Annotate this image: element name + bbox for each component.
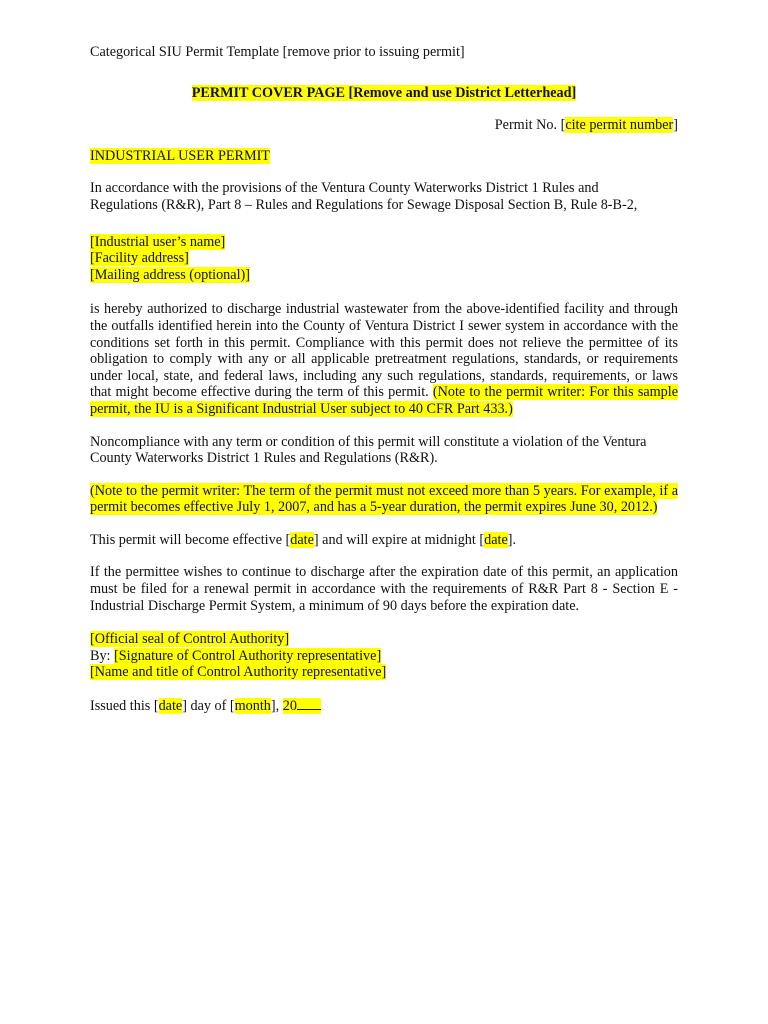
permit-heading-text: INDUSTRIAL USER PERMIT bbox=[90, 147, 270, 164]
template-header-note: Categorical SIU Permit Template [remove prior to issuing permit] bbox=[90, 44, 465, 60]
signature-by-label: By: bbox=[90, 647, 115, 664]
issued-month-field: month bbox=[234, 698, 271, 715]
cover-page-title-text: PERMIT COVER PAGE [Remove and use District Letterhead] bbox=[191, 84, 577, 101]
effective-text-2: ] and will expire at midnight [ bbox=[313, 531, 485, 548]
effective-text-3: ]. bbox=[507, 531, 517, 548]
term-note-text: (Note to the permit writer: The term of the permit must not exceed more than 5 years. For example, if a permit becomes effective July 1, 2007, and has a 5-year duration, the permit expires June 30, 2012.) bbox=[90, 482, 678, 516]
issued-text-2: ] day of [ bbox=[182, 698, 235, 715]
authorization-note: (Note to the permit writer: For this sample permit, the IU is a Significant Industrial User subject to 40 CFR Part 433.) bbox=[90, 384, 679, 417]
signature-by-line bbox=[90, 648, 678, 665]
cover-page-title bbox=[90, 85, 678, 102]
document-page bbox=[90, 44, 678, 715]
address-line-name bbox=[90, 234, 678, 251]
effective-paragraph bbox=[90, 532, 678, 549]
noncompliance-paragraph: Noncompliance with any term or condition of this permit will constitute a violation of the Ventura County Waterworks District 1 Rules and Regulations (R&R). bbox=[90, 433, 647, 467]
permit-number-value: cite permit number bbox=[565, 117, 674, 134]
issued-line bbox=[90, 697, 678, 715]
issued-year-field bbox=[283, 698, 321, 714]
address-line-facility bbox=[90, 250, 678, 267]
name-title-text: [Name and title of Control Authority representative] bbox=[90, 664, 387, 681]
year-blank-underline bbox=[297, 697, 321, 710]
issued-text-1: Issued this [ bbox=[90, 698, 159, 715]
permit-heading bbox=[90, 148, 678, 165]
official-seal-text: [Official seal of Control Authority] bbox=[90, 631, 290, 648]
effective-date-field: date bbox=[290, 531, 314, 548]
permit-number-line bbox=[90, 117, 678, 134]
signature-block bbox=[90, 631, 678, 681]
signature-by-value: [Signature of Control Authority representative] bbox=[114, 647, 382, 664]
renewal-paragraph: If the permittee wishes to continue to discharge after the expiration date of this permit, an application must be filed for a renewal permit in accordance with the requirements of R&R Part 8 - Section E - Industrial Discharge Permit System, a minimum of 90 days before the expiration date. bbox=[90, 564, 678, 614]
address-line-name-text: [Industrial user’s name] bbox=[90, 233, 226, 250]
address-block bbox=[90, 234, 678, 284]
issued-date-field: date bbox=[158, 698, 183, 715]
issued-text-3: ], bbox=[270, 698, 283, 715]
official-seal-line bbox=[90, 631, 678, 648]
address-line-mailing-text: [Mailing address (optional)] bbox=[90, 266, 250, 283]
permit-number-close: ] bbox=[673, 117, 678, 134]
issued-year-prefix: 20 bbox=[282, 698, 297, 715]
authorization-paragraph bbox=[90, 301, 678, 417]
term-note-paragraph bbox=[90, 483, 678, 516]
expiry-date-field: date bbox=[484, 531, 508, 548]
authorization-text: is hereby authorized to discharge industrial wastewater from the above-identified facility and through the outfalls identified herein into the County of Ventura District I sewer system in accordance with the conditions set forth in this permit. Compliance with this permit does not relieve the permittee of its obligation to comply with any or all applicable pretreatment regulations, standards, or requirements under local, state, and federal laws, including any such regulations, standards, requirements, or laws that might become effective during the term of this permit. bbox=[90, 301, 678, 401]
effective-text-1: This permit will become effective [ bbox=[90, 531, 291, 548]
address-line-facility-text: [Facility address] bbox=[90, 250, 189, 267]
address-line-mailing bbox=[90, 267, 678, 284]
name-title-line bbox=[90, 664, 678, 681]
permit-number-label: Permit No. [ bbox=[494, 117, 566, 134]
intro-paragraph: In accordance with the provisions of the Ventura County Waterworks District 1 Rules and Regulations (R&R), Part 8 – Rules and Regulations for Sewage Disposal Section B, Rule 8-B-2, bbox=[90, 180, 638, 213]
